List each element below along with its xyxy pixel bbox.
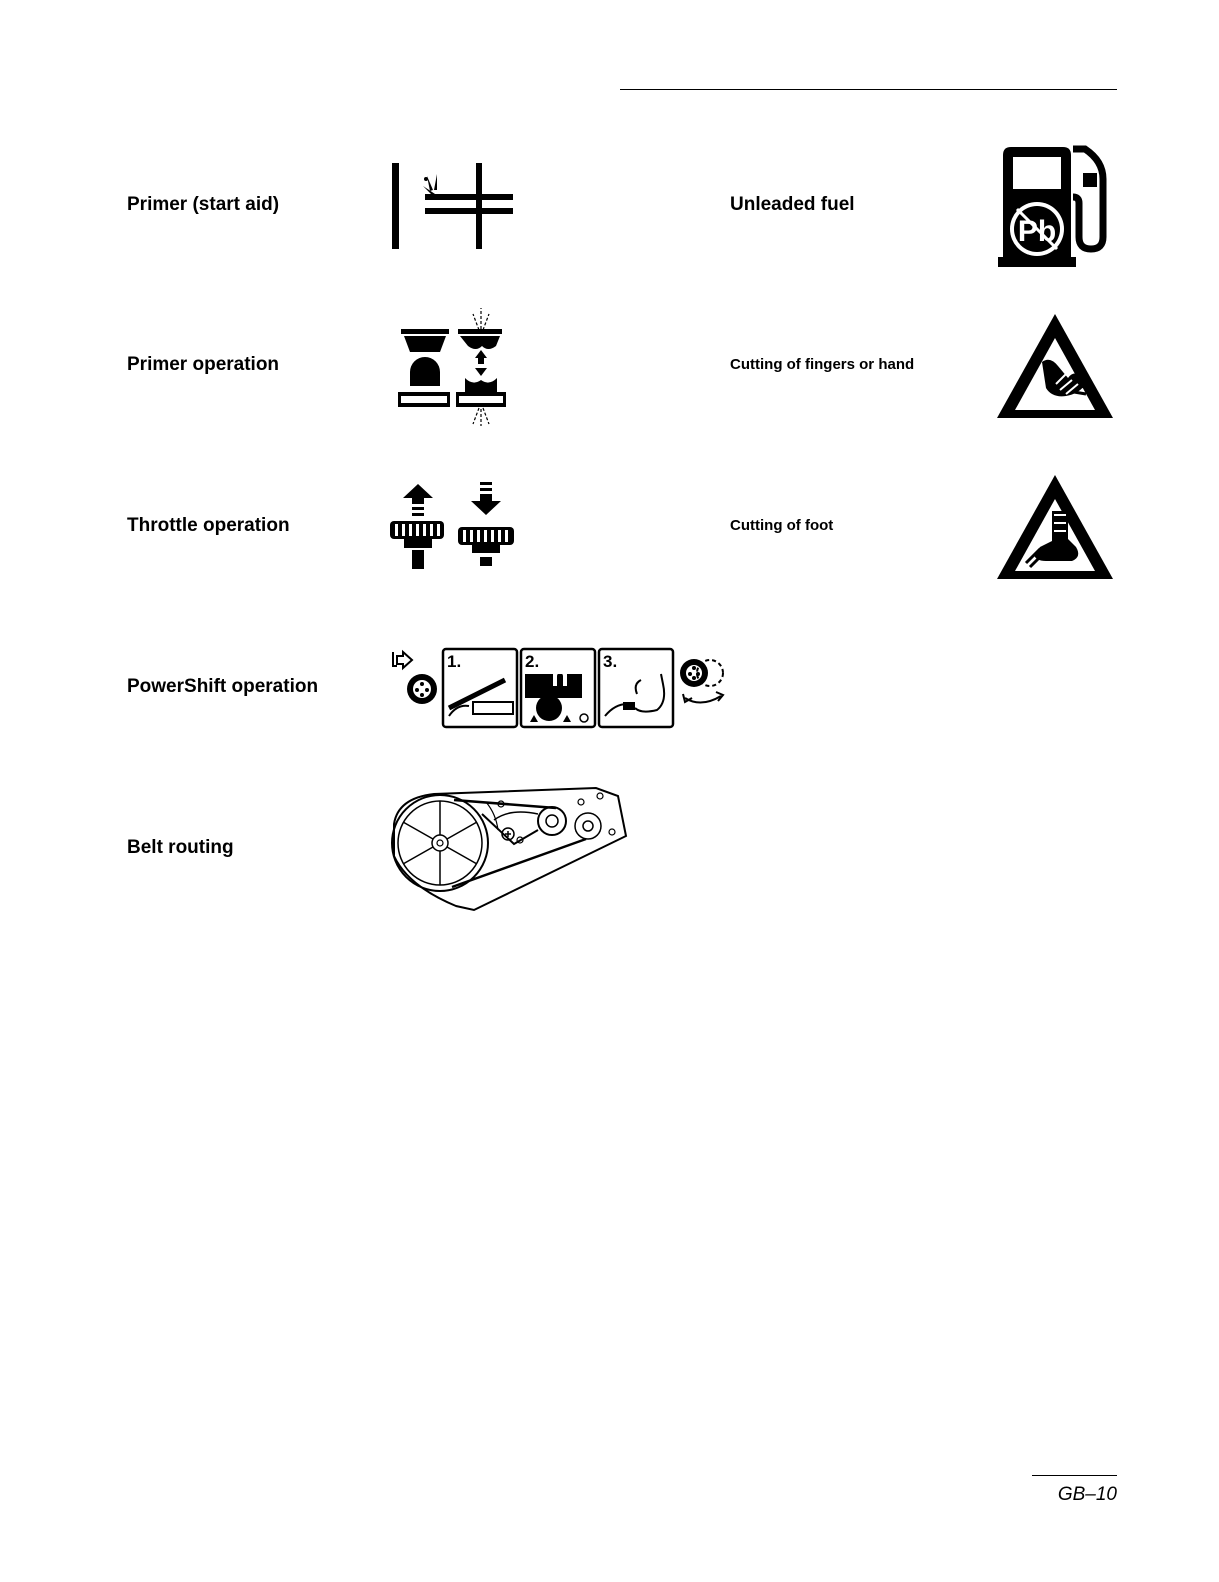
powershift-step-2: 2. <box>525 652 540 671</box>
primer-start-aid-icon <box>385 158 520 256</box>
belt-routing-diagram <box>386 784 632 914</box>
powershift-step-1: 1. <box>447 652 462 671</box>
label-cutting-foot: Cutting of foot <box>730 517 834 534</box>
footer-rule <box>1032 1475 1117 1476</box>
cutting-foot-warning-icon <box>994 471 1116 583</box>
label-unleaded-fuel: Unleaded fuel <box>730 194 855 215</box>
unleaded-fuel-icon <box>995 145 1111 269</box>
primer-operation-icon <box>393 306 513 426</box>
powershift-step-3: 3. <box>603 652 618 671</box>
label-belt-routing: Belt routing <box>127 837 234 858</box>
page-number: GB–10 <box>1057 1484 1117 1505</box>
throttle-operation-icon <box>388 480 518 572</box>
header-rule <box>620 89 1117 90</box>
cutting-fingers-warning-icon <box>994 310 1116 422</box>
label-primer-start-aid: Primer (start aid) <box>127 194 280 215</box>
label-primer-operation: Primer operation <box>127 354 280 375</box>
unleaded-fuel-symbol-text: Pb <box>1017 215 1057 248</box>
powershift-operation-icon <box>387 646 727 732</box>
label-throttle-operation: Throttle operation <box>127 515 290 536</box>
label-powershift-operation: PowerShift operation <box>127 676 319 697</box>
label-cutting-fingers: Cutting of fingers or hand <box>730 356 915 373</box>
